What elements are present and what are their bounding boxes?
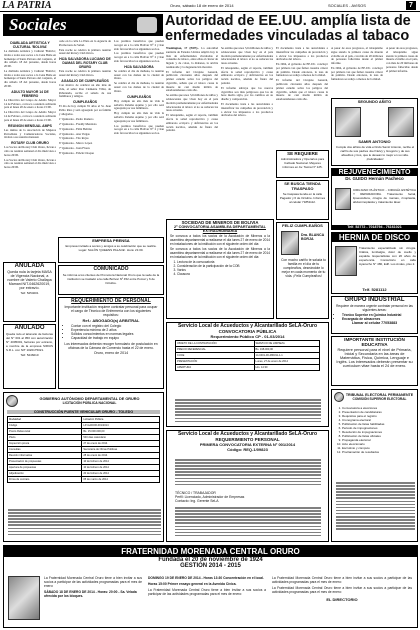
table-row: [176, 365, 320, 371]
morenada-gestion: GESTIÓN 2014 - 2015: [180, 563, 241, 569]
dateline: Oruro, sábado 18 de enero de 2014: [170, 3, 234, 8]
social-body: Los Socios del Rotary Club Oruro, llevan a cabo su reunión semanal el día miércoles a horas 20:00.: [4, 157, 56, 170]
table-cell: 20 de febrero de 2014: [82, 471, 160, 477]
sela2-fine-print-2: [175, 507, 321, 539]
social-body: Esta noche se celebra la primera reunión anual del Rotary Club Oruro.: [59, 69, 111, 78]
tribunal-subtitle: COMISIÓN SUPERIOR ELECTORAL: [352, 397, 407, 401]
morenada-logo: [8, 576, 40, 620]
sociales-column-1: [4, 40, 56, 245]
article-column-4: [331, 47, 383, 97]
article-text: La autoridad sanitaria de Estados Unidos amplió hoy la lista de enfermedades vinculadas al consumo de tabaco, entre ellas el cáncer de hígado y de colon, la diabetes, la artritis reumatoide y la degeneración macular.: [166, 47, 218, 69]
article-paragraph: El informe del Cirujano General, publicado cincuenta años después del primer estudio sobre los peligros del cigarrillo, señala que el tabaco causa la muerte de casi medio millón de estadounidenses cada año.: [166, 69, 218, 93]
grupo-industrial-ad: [331, 296, 418, 334]
table-cell: Licitación Pública: [82, 417, 160, 423]
tribunal-item: 12. Proclamación de resultados: [342, 450, 414, 454]
anulado-ad: [3, 324, 56, 389]
child-photo: [388, 107, 414, 137]
requerimiento-closing: Los interesados deberán recoger formulario de postulación en oficinas de la Cámara de Comercio hasta el 22 de enero.: [64, 342, 158, 350]
educacion-title: IMPORTANTE INSTITUCIÓN EDUCATIVA: [344, 337, 405, 347]
mineros-subtitle: 2ª CONVOCATORIA ASAMBLEA DEPARTAMENTAL EXTRAORDINARIA: [174, 225, 266, 233]
tribunal-header: [332, 390, 417, 404]
social-body: Las damas de la Asociación de Mujeres Periodistas y Comunicadoras Sociales, invitan a su reunión mensual.: [4, 127, 56, 140]
article-column-2: [221, 47, 273, 217]
gobernacion-fine-print: [8, 509, 161, 539]
sela2-title: Servicio Local de Acueductos y Alcantarillado SeLA-Oruro: [177, 431, 318, 437]
position-item: TÉCNICO / TRABAJADOR: [175, 491, 216, 495]
table-cell: 540 días calendario: [82, 435, 160, 441]
industrial-item: • Técnico Superior en Química Industrial: [342, 313, 414, 317]
tienda-ad: [276, 180, 329, 220]
list-item: 8ª Quincena - Edwin Choque: [59, 151, 94, 156]
gobernacion-header: [4, 393, 163, 409]
article-paragraph: El documento insta a las autoridades a intensificar las campañas de prevención y a elevar los impuestos a los productos derivados del tabaco.: [276, 47, 328, 62]
table-cell: Modalidad: [8, 417, 82, 423]
child-photo: [335, 107, 361, 137]
article-paragraph: El informe del Cirujano General, publicado cincuenta años después del primer estudio sobre los peligros del cigarrillo, señala que el tabaco causa la muerte de casi medio millón de estadounidenses cada año.: [276, 78, 328, 102]
social-body: La diablada Artística y Cultural 'Bolivia', invita a todos sus socios a la Cena Baile en homenaje al Santo Patrono del conjunto, el día sábado 18 del presente, desde horas 20:00.: [4, 49, 56, 68]
table-cell: SERVICIO DE LIMPIEZA: [254, 341, 320, 347]
morenada-body: La Fraternidad Morenada Central Oruro tiene a bien invitar a sus socios a participar de las actividades programadas para el mes de enero:: [44, 576, 142, 588]
position-item: Perfil: Licenciado, Administrador de Empresas: [175, 495, 245, 499]
table-cell: 05 de marzo de 2014: [82, 477, 160, 483]
tribunal-item: 10. Acto eleccionario: [342, 442, 414, 446]
article-dateline: Washington, 17 (EFE).-: [166, 47, 200, 50]
page-number: 7: [406, 1, 416, 10]
social-body: Hoy cumple un año más de vida la señorita Zulema Aquino y por ello será agasajada por sus familiares.: [114, 111, 164, 123]
morenada-founded: Fundada el 20 de noviembre de 1924: [158, 557, 263, 563]
anulada-phone: Telf. 5254001: [20, 291, 39, 295]
anulado-body: Queda nulo el talonario de facturas del N° 001 al 050 con autorización N° 4005001, facturas por extravío, a nombre de la empresa SIRIUS S.R.L. con NIT 1020175021.: [6, 332, 53, 352]
anulada-ad: [3, 262, 56, 322]
morenada-col-3: [272, 576, 412, 602]
sela-subtitle: CONVOCATORIA PÚBLICA: [218, 329, 277, 334]
industrial-list: [332, 313, 417, 321]
table-cell: Firma de contrato: [8, 477, 82, 483]
gobernacion-table: [7, 416, 160, 483]
gobernacion-seal-icon: [6, 395, 18, 407]
doctor-photo: [335, 188, 351, 210]
article-paragraph: El tabaquismo, según el reporte, también afecta la salud reproductiva y causa embarazo ectópico y deficiencias en los recién nacidos, además de fisura del paladar.: [221, 65, 273, 85]
table-cell: LP-GADOR-001/2014: [82, 423, 160, 429]
social-heading: AGASAJO DE CUMPLEAÑOS: [61, 79, 109, 84]
mineros-body: Se convoca a todos los socios de la Asociación de Mineros a la asamblea departamental a realizarse el día lunes 27 de enero de 2014 en instalaciones de la institución con el siguiente orden del día:: [170, 247, 270, 259]
social-heading: DIABLADA ARTISTICA Y CULTURAL 'BOLIVIA': [10, 41, 50, 49]
sela-table: [175, 340, 320, 371]
table-cell: APERTURA: [176, 365, 255, 371]
table-cell: 27 de enero de 2014: [82, 441, 160, 447]
tribunal-item: 11. Escrutinio y cómputo: [342, 446, 414, 450]
sela2-positions: [175, 491, 321, 503]
social-body: La Directiva del Grupo de Adulto Mayor 14 de Febrero, convoca a reunión ordinaria para el lunes 20 de enero a horas 15:00.: [4, 110, 56, 122]
article-column-1: [166, 47, 218, 217]
morenada-title: FRATERNIDAD MORENADA CENTRAL ORURO: [4, 546, 417, 557]
se-requiere-ad: [276, 150, 329, 178]
morenada-ad: [3, 545, 418, 628]
requerimiento-ad: [58, 297, 164, 389]
rejuvenecimiento-phones: Telf. 52772 - 7018794 - 76161021: [332, 225, 417, 229]
sela-table-wrap: [167, 339, 328, 372]
birthday-name: SAMIR ANTONIO: [358, 139, 391, 144]
tribunal-item: 9. Propaganda electoral: [342, 438, 414, 442]
social-body: Los Socios del Rotary Club Oruro, llevan a cabo su reunión semanal el día miércoles a horas 20:00.: [4, 145, 56, 157]
tribunal-item: 8. Publicación de listas oficiales: [342, 434, 414, 438]
article-column-3: [276, 47, 328, 147]
industrial-title: GRUPO INDUSTRIAL: [344, 297, 405, 303]
sela-req: Requerimiento Público CP - 01-03/2014: [210, 334, 285, 339]
morenada-body: La Fraternidad Morenada Central Oruro tiene a bien invitar a sus socios a participar de las actividades programadas para el mes de enero:: [272, 576, 412, 584]
main-headline: Autoridad de EE.UU. amplía lista de enfermedades vinculadas al tabaco: [165, 13, 411, 44]
list-item: 3ª Quincena - Félix Beltrán: [59, 126, 92, 131]
anulada-title: ANULADA: [14, 263, 45, 269]
social-body: Esta noche se celebra la primera reunión anual del Rotary Club Oruro.: [59, 47, 111, 56]
requerimiento-sign: Oruro, enero de 2014: [93, 351, 129, 355]
gobernacion-licitacion-ad: [3, 392, 164, 542]
social-body: Con motivo de celebrar un año más de vida, el señor Ron Clemente Villar, de Peñaranda, recibe el saludo de sus familiares y amigos.: [59, 83, 111, 99]
morenada-col-1: [44, 576, 142, 598]
social-body: Hoy cumple un año más de vida la señorita Zulema Aquino y por ello será agasajada por sus familiares.: [114, 98, 164, 111]
comunicado-body: Se informa a los clientes de Promotora Nacional Oruro que la sede de la institución se trasladó a la calle Bolívar Nº 452 entre Potosí y 6 de Octubre.: [62, 273, 160, 285]
hernia-title: HERNIA DE DISCO: [332, 233, 417, 242]
morenada-sign: EL DIRECTORIO: [326, 597, 358, 602]
list-item: 1ª Quincena - Pedro Romero: [59, 116, 94, 121]
birthday-body: Cumple dos añitos de vida el lindo Samir Antonio, recibe el cariño de sus padres Joel Nelvy y Gregorio y de sus abuelitos y tíos, que le desean lo mejor en su vida. ¡Felicidades!: [335, 145, 415, 161]
tribunal-seal-icon: [334, 392, 344, 402]
morenada-date: Horas 15:00 Primer ensayo general en la Avenida Cívica.: [148, 582, 237, 586]
agenda-item: 3. Varios: [177, 268, 270, 272]
requerimiento-title: REQUERIMIENTO DE PERSONAL: [71, 298, 151, 304]
table-cell: Secretaría de Obras Públicas: [82, 447, 160, 453]
spine-illustration: [335, 246, 357, 276]
tribunal-item: 1. Convocatoria a elecciones: [342, 406, 414, 410]
morenada-body: La Fraternidad Morenada Central Oruro tiene a bien invitar a sus socios a participar de las actividades programadas para el mes de enero:: [148, 588, 266, 596]
list-item: 2ª Quincena - Freddy Mendoza: [59, 121, 97, 126]
gobernacion-title: GOBIERNO AUTÓNOMO DEPARTAMENTAL DE ORURO: [39, 397, 140, 401]
requirement-item: • Capacidad de trabajo en equipo: [71, 336, 159, 340]
table-cell: Código: [8, 423, 82, 429]
tribunal-title: TRIBUNAL ELECTORAL PERMANENTE: [345, 393, 414, 397]
table-cell: Inspección previa: [8, 441, 82, 447]
social-heading: CUMPLEAÑOS: [126, 94, 152, 99]
sela-title: Servicio Local de Acueductos y Alcantarillado SeLA-Oruro: [177, 323, 318, 329]
article-paragraph: [166, 47, 218, 70]
sela-convocatoria-ad: [166, 322, 329, 427]
feliz-name: Dra. BLANCA BORJA: [301, 233, 325, 241]
hernia-ad: [331, 232, 418, 294]
sociales-column-3: [114, 40, 164, 235]
table-cell: Bs. 198.000,00: [254, 347, 320, 353]
social-body: Se celebra el día de mañana, la reunión anual con las damas de la ciudad de Oruro.: [114, 68, 164, 81]
requirement-item: • Experiencia mínima de 2 años: [71, 328, 159, 332]
sela2-req: PRIMERA CONVOCATORIA EXTERNA N° 001/2014: [199, 442, 296, 447]
sela2-subtitle: REQUERIMIENTO PERSONAL: [215, 437, 280, 442]
hernia-phone: Telf. 5281112: [362, 287, 387, 292]
sela2-code: Código: REQ-1/09823: [227, 447, 268, 452]
table-row: [8, 477, 160, 483]
table-cell: Consultas: [8, 447, 82, 453]
table-cell: Bs. 15.000.000,00: [82, 429, 160, 435]
gobernacion-object: CONSTRUCCIÓN PUENTE VEHICULAR ORURO - TOLEDO: [7, 410, 160, 414]
newspaper-brand: LA PATRIA: [2, 0, 52, 11]
social-heading: CUMPLEAÑOS: [72, 100, 98, 105]
empresa-notice: [58, 237, 164, 263]
social-body: La diablada Artística y Cultural 'Bolivia', invita a todos sus socios a la Cena Baile en homenaje al Santo Patrono del conjunto, el día sábado 18 del presente, desde horas 20:00.: [4, 68, 56, 88]
table-cell: Hrs. 14:30: [254, 365, 320, 371]
tribunal-item: 7. Resolución de impugnaciones: [342, 430, 414, 434]
camera-icon: [137, 17, 157, 33]
list-item: 6ª Quincena - Marco López: [59, 141, 93, 146]
article-paragraph: Se estima que unos 5,6 millones de niños y adolescentes que viven hoy en el país morirán prematuramente por enfermedades relacionadas al tabaco si no se reducen las tasas actuales.: [166, 93, 218, 113]
mineros-title: SOCIEDAD DE MINEROS DE BOLIVIA: [181, 220, 259, 225]
rejuvenecimiento-title: REJUVENECIMIENTO: [332, 169, 417, 176]
tribunal-item: 5. Publicación de listas habilitadas: [342, 422, 414, 426]
table-cell: CUCE: [176, 353, 255, 359]
article-paragraph: A pesar de esos progresos, el tabaquismo sigue siendo la primera causa de muerte evitable en el país, con más de 20 millones de personas fallecidas desde el primer informe.: [331, 47, 383, 65]
tribunal-item: 2. Presentación de candidaturas: [342, 410, 414, 414]
social-heading: ADULTO MAYOR 14 DE FEBRERO: [11, 89, 49, 98]
birthday-title: SEGUNDO AÑITO: [357, 99, 392, 104]
table-cell: Reunión informativa: [8, 453, 82, 459]
tienda-title: SE BUSCA TIENDA TRASPASO: [284, 181, 321, 191]
industrial-item: • Encargado de almacenes: [342, 317, 414, 321]
table-cell: Adjudicación: [8, 471, 82, 477]
morenada-body: La Fraternidad Morenada Central Oruro tiene a bien invitar a sus socios a participar de las actividades programadas para el mes de enero:: [272, 586, 412, 594]
table-cell: Apertura de propuestas: [8, 465, 82, 471]
social-heading: ROTARY CLUB ORURO: [11, 141, 49, 146]
social-body: Los premios beneficios que pueden recoger en a la calle Bolivar N° 2 y han sido favorecidos los siguientes socios.: [114, 40, 164, 51]
mineros-agenda: [167, 259, 273, 277]
table-cell: OBJETO DE LA CONTRATACIÓN: [176, 341, 255, 347]
requerimiento-list: [59, 323, 163, 341]
tribunal-item: 3. Requisitos para el registro: [342, 414, 414, 418]
morenada-date: DOMINGO 19 DE ENERO DE 2014 - Horas 13:30 Concentración en el local.: [148, 576, 264, 580]
social-body: El día de hoy cumple 81 años el Sr. Juan Pablo Ríos y será agasajado por su familia y allegados.: [59, 104, 111, 116]
comunicado-title: COMUNICADO: [93, 266, 129, 272]
feliz-cumpleanos-ad: [276, 222, 329, 319]
educacion-body: Requiere personal para el nivel de Primaria, Inicial y Secundaria en las áreas de Matemática, Física, Química, Lenguaje e Inglés. Los interesados deberán presentar su currículum vitae hasta el 24 de enero.: [336, 348, 413, 368]
sela-requerimiento-ad: [166, 430, 329, 542]
social-body: cede en la calle La Plata en la Agencia de Promotores de Salud.: [59, 40, 111, 47]
tribunal-list: [332, 404, 417, 455]
table-cell: Precio Referencial: [8, 429, 82, 435]
requirement-item: • Sólidos conocimientos en normas legales: [71, 332, 159, 336]
article-paragraph: Se estima que unos 5,6 millones de niños y adolescentes que viven hoy en el país morirán prematuramente por enfermedades relacionadas al tabaco si no se reducen las tasas actuales.: [221, 47, 273, 65]
tribunal-item: 4. Cronograma electoral: [342, 418, 414, 422]
tribunal-fine-print: [336, 482, 415, 538]
sociales-title: Sociales: [9, 15, 67, 34]
morenada-col-2: [148, 576, 266, 596]
article-paragraph: En 1964, el gobierno de EE.UU. concluyó por primera vez que fumar causaba cáncer de pulmón. Desde entonces, la tasa de fumadores se redujo a menos de la mitad.: [331, 65, 383, 82]
table-cell: Plazo: [8, 435, 82, 441]
table-cell: 14-0401-00-486311-1-1: [254, 353, 320, 359]
social-body: La Directiva del Grupo de Adulto Mayor 14 de Febrero, convoca a reunión ordinaria para el lunes 20 de enero a horas 15:00.: [4, 97, 56, 110]
agenda-item: 2. Consideración de la participación de la COB: [177, 264, 270, 268]
article-paragraph: El informe subraya que los nuevos cigarrillos son más peligrosos que los de hace medio siglo, por los cambios en su diseño y composición.: [221, 85, 273, 102]
table-cell: PRECIO REFERENCIAL: [176, 347, 255, 353]
table-cell: PRESENTACIÓN: [176, 359, 255, 365]
table-cell: Lunes, 27 de enero de 2014: [254, 359, 320, 365]
comunicado-ad: [58, 265, 164, 295]
rejuvenecimiento-doctor: Dr. GUIDO Hernán Pacheco: [345, 176, 404, 181]
sela-fine-print: [175, 399, 321, 425]
requerimiento-body: Importante institución requiere contratar personal para ocupar el cargo de Técnico de Enfermería con los siguientes requisitos:: [64, 305, 158, 317]
notice-body: Empresa invitado a socios y amigos a su celebración que se realiza. Lugar: SALÓN 'QUEENS PALACE'. Hora: 21:00.: [65, 244, 157, 252]
social-heading: HIJA SALVADORA: [124, 64, 154, 69]
list-item: 4ª Quincena - Ana Vargas: [59, 131, 90, 136]
hernia-body: Tratamiento especializado sin cirugía. Ciática, lumbalgia, dolor de cuello y espalda. Especialistas con 20 años de experiencia. Consultorio en calle Ayacucho N° 480, Edif. Los Andes, piso 2.: [359, 246, 416, 266]
feliz-title: FELIZ CUMPLEAÑOS: [282, 223, 323, 228]
anulada-body: Queda nula la tarjeta MASA de Vigencia Nacional, a nombre de Valerio Challapa Mamani NIT-0462620019, por extravío.: [7, 270, 52, 290]
institucion-educativa-ad: [331, 336, 418, 386]
gobernacion-table-wrap: [4, 415, 163, 484]
article-paragraph: El documento insta a las autoridades a intensificar las campañas de prevención y a elevar los impuestos a los productos derivados del tabaco.: [221, 102, 273, 118]
feliz-body: Con mucho cariño te saluda tu familia en el día de tu cumpleaños, deseándote lo mejor en cada momento de tu vida. ¡Feliz Cumpleaños!: [281, 258, 326, 278]
tienda-body: Se traspasa tienda en la calle Pagador y 6 de Octubre. Informes al celular 71851112.: [279, 192, 326, 204]
social-body: Los premios beneficios que pueden recoger en a la calle Bolivar N° 2 y han sido favorecidos los siguientes socios.: [114, 123, 164, 136]
rejuvenecimiento-body: CIRUJANO PLÁSTICO - CIRUGÍA ESTÉTICA Y REPARADORA. Tratamiento facial, lipoescultura, cirugía de mamas, rinoplastia, abdominoplastia y tratamiento láser.: [353, 188, 416, 204]
social-heading: REUNION MENSUAL AMPS: [8, 123, 52, 128]
rejuvenecimiento-ad: [331, 168, 418, 230]
se-requiere-title: SE REQUIERE: [287, 151, 318, 156]
requirement-item: • Contar con el registro del Colegio: [71, 324, 159, 328]
industrial-body: Requiere de manera urgente contratar personal en las siguientes áreas:: [336, 304, 413, 312]
article-column-5: [386, 47, 418, 97]
agenda-item: 1. Lectura de la convocatoria: [177, 260, 270, 264]
article-paragraph: A pesar de esos progresos, el tabaquismo sigue siendo la primera causa de muerte evitable en el país, con más de 20 millones de personas fallecidas desde el primer informe.: [386, 47, 418, 73]
mineros-convocatoria-ad: [166, 219, 274, 319]
tribunal-electoral-ad: [331, 389, 418, 542]
anulado-phone: Telf. 5246010: [20, 353, 39, 357]
masthead: [0, 0, 420, 12]
mineros-body: Se convoca a todos los socios de la Asociación de Mineros a la asamblea departamental a realizarse el día lunes 27 de enero de 2014 en instalaciones de la institución con el siguiente orden del día:: [170, 234, 270, 246]
agenda-item: 4. Clausura: [177, 272, 270, 276]
anulado-title: ANULADO: [14, 325, 45, 331]
social-body: Los premios beneficios que pueden recoger en a la calle Bolivar N° 2 y han sido favorecidos los siguientes socios.: [114, 51, 164, 63]
person-photo: [281, 231, 299, 255]
table-cell: Presentación de propuestas: [8, 459, 82, 465]
morenada-date: SÁBADO 18 DE ENERO DE 2014 - Horas: 20:00 - Sa. Velada ofrecida por los bloques.: [44, 590, 137, 598]
article-paragraph: En 1964, el gobierno de EE.UU. concluyó por primera vez que fumar causaba cáncer de pulmón. Desde entonces, la tasa de fumadores se redujo a menos de la mitad.: [276, 62, 328, 78]
social-heading: HIJA SALVADORA LUCIANO DE DAMAS DEL ROTARY CLUB ORURO: [59, 57, 111, 70]
table-cell: 10 de febrero de 2014: [82, 459, 160, 465]
requerimiento-role: Ref.: ABOGADO(a) ARBITRAL: [82, 318, 140, 323]
gobernacion-subtitle: LICITACIÓN PÚBLICA NACIONAL: [62, 401, 117, 405]
se-requiere-body: Administradora y Operarios para Calzado Nacional. Mayores informes en Av. Tacna N° 125.: [280, 157, 325, 169]
birthday-ad: [331, 98, 418, 166]
list-item: 5ª Quincena - Tito Rojas: [59, 136, 89, 141]
section-name: SOCIALES - AVISOS: [328, 3, 366, 8]
table-cell: 10 de febrero de 2014: [82, 465, 160, 471]
list-item: 7ª Quincena - Juan Flores: [59, 146, 90, 151]
sociales-column-2: [59, 40, 111, 235]
sociales-banner: [3, 14, 163, 36]
position-item: Contacto: Ing. Gerente SeLA: [175, 499, 219, 503]
sela2-fine-print: [175, 459, 321, 489]
notice-title: EMPRESA PRENSA: [92, 238, 130, 243]
table-cell: 28 de enero de 2014: [82, 453, 160, 459]
social-body: Se celebra el día de mañana, la reunión anual con las damas de la ciudad de Oruro.: [114, 81, 164, 93]
industrial-phone: Llamar al celular 77053883: [351, 321, 398, 325]
article-paragraph: El tabaquismo, según el reporte, también afecta la salud reproductiva y causa embarazo ectópico y deficiencias en los recién nacidos, además de fisura del paladar.: [166, 113, 218, 133]
tribunal-item: 6. Periodo de impugnaciones: [342, 426, 414, 430]
